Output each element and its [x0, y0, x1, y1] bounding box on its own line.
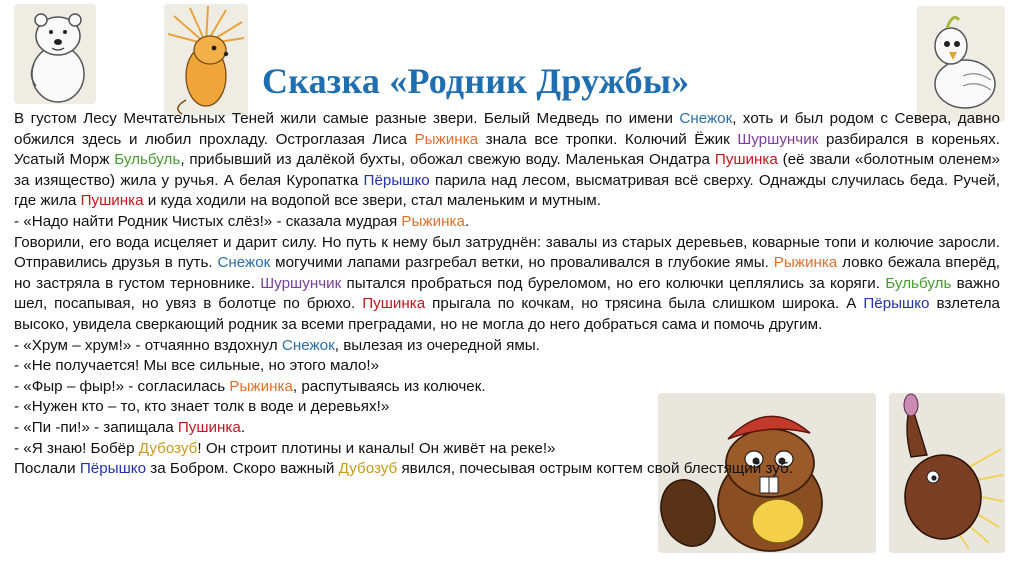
story-text-segment: , распутываясь из колючек.	[292, 377, 486, 395]
story-text-segment: важно шел, посапывая, но увяз в болотце по брюхо.	[14, 274, 1000, 313]
dialogue-line-6	[14, 418, 654, 439]
partridge-image	[917, 6, 1005, 122]
character-name-snezhok: Снежок	[281, 336, 335, 354]
story-text-segment: .	[464, 212, 470, 230]
character-name-ryzhinka: Рыжинка	[229, 377, 293, 395]
character-name-ryzhinka: Рыжинка	[414, 130, 479, 148]
partridge-icon	[917, 6, 1005, 122]
story-text	[14, 109, 1000, 480]
dialogue-line-5	[14, 397, 654, 418]
story-text-segment: - «Я знаю! Бобёр	[14, 439, 139, 457]
story-text-segment: явился, почесывая острым когтем свой блестящий зуб.	[397, 460, 793, 478]
story-text-segment: , хоть и был родом с Севера, давно обжился здесь и любил прохладу. Остроглазая Лиса	[14, 110, 1000, 148]
story-text-segment: пытался пробраться под буреломом, но его колючки цеплялись за коряги.	[341, 274, 886, 292]
character-name-pushinka: Пушинка	[80, 192, 144, 210]
character-name-peryshko: Пёрышко	[863, 295, 930, 313]
dialogue-line-1	[14, 212, 1000, 233]
story-text-segment: - «Пи -пи!» - запищала	[14, 418, 178, 436]
character-name-peryshko: Пёрышко	[363, 171, 430, 189]
story-text-segment: - «Нужен кто – то, кто знает толк в воде и деревьях!»	[14, 398, 390, 416]
character-name-shurshunchik: Шуршунчик	[737, 130, 819, 148]
story-text-segment: , прибывший из далёкой бухты, обожал свежую воду. Маленькая Ондатра	[180, 151, 715, 169]
character-name-bulbul: Бульбуль	[885, 274, 952, 292]
fox-icon	[164, 4, 248, 116]
character-name-shurshunchik: Шуршунчик	[260, 274, 342, 292]
story-text-segment: Говорили, его вода исцеляет и дарит силу. Но путь к нему был затруднён: завалы из старых деревьев, коварные топи и колючие заросли. Отправились друзья в путь.	[14, 233, 1000, 272]
story-text-segment: за Бобром. Скоро важный	[146, 460, 339, 478]
story-text-segment: - «Надо найти Родник Чистых слёз!» - сказала мудрая	[14, 212, 402, 230]
character-name-ryzhinka: Рыжинка	[401, 212, 465, 230]
story-text-segment: - «Не получается! Мы все сильные, но этого мало!»	[14, 357, 380, 375]
story-text-segment: парила над лесом, высматривая всё сверху. Однажды случилась беда. Ручей, где жила	[14, 171, 1000, 210]
story-text-segment: , вылезая из очередной ямы.	[334, 336, 540, 354]
story-text-segment: - «Хрум – хрум!» - отчаянно вздохнул	[14, 336, 282, 354]
story-text-segment: ловко бежала вперёд, но застряла в густом терновнике.	[14, 254, 1001, 292]
story-text-segment: и куда ходили на водопой все звери, стал маленьким и мутным.	[143, 192, 601, 210]
character-name-dubozub: Дубозуб	[338, 460, 398, 478]
character-name-dubozub: Дубозуб	[138, 439, 198, 457]
story-text-segment: ! Он строит плотины и каналы! Он живёт на реке!»	[197, 439, 556, 457]
page-title: Сказка «Родник Дружбы»	[262, 61, 690, 102]
character-name-ryzhinka: Рыжинка	[773, 254, 838, 272]
story-text-segment: разбирался в кореньях. Усатый Морж	[14, 130, 1000, 169]
dialogue-line-3	[14, 356, 654, 377]
character-name-peryshko: Пёрышко	[79, 460, 147, 478]
character-name-snezhok: Снежок	[217, 254, 271, 272]
dialogue-line-2	[14, 336, 654, 357]
story-paragraph-1	[14, 109, 1000, 212]
story-text-segment: (её звали «болотным оленем» за изящество) жила у ручья. А белая Куропатка	[14, 151, 1000, 189]
story-text-segment: могучими лапами разгребал ветки, но проваливался в глубокие ямы.	[270, 254, 774, 272]
story-text-segment: В густом Лесу Мечтательных Теней жили самые разные звери. Белый Медведь по имени	[14, 110, 680, 127]
dialogue-line-7	[14, 439, 654, 460]
story-text-segment: .	[240, 418, 246, 436]
story-closing-line	[14, 459, 1000, 480]
character-name-pushinka: Пушинка	[362, 295, 426, 313]
story-text-segment: Послали	[14, 460, 80, 478]
story-text-segment: - «Фыр – фыр!» - согласилась	[14, 377, 230, 395]
fox-image	[164, 4, 248, 116]
story-text-segment: взлетела высоко, увидела сверкающий родник за всеми преградами, но не могла до него добраться сама и помочь другим.	[14, 295, 1000, 333]
character-name-pushinka: Пушинка	[714, 151, 778, 169]
story-text-segment: прыгала по кочкам, но трясина была слишком широка. А	[425, 295, 864, 313]
polar-bear-image	[14, 4, 96, 104]
dialogue-line-4	[14, 377, 654, 398]
character-name-bulbul: Бульбуль	[114, 151, 181, 169]
story-text-segment: знала все тропки. Колючий Ёжик	[478, 130, 738, 148]
character-name-pushinka: Пушинка	[177, 418, 241, 436]
story-paragraph-2	[14, 233, 1000, 336]
character-name-snezhok: Снежок	[679, 110, 733, 127]
polar-bear-icon	[14, 4, 96, 104]
